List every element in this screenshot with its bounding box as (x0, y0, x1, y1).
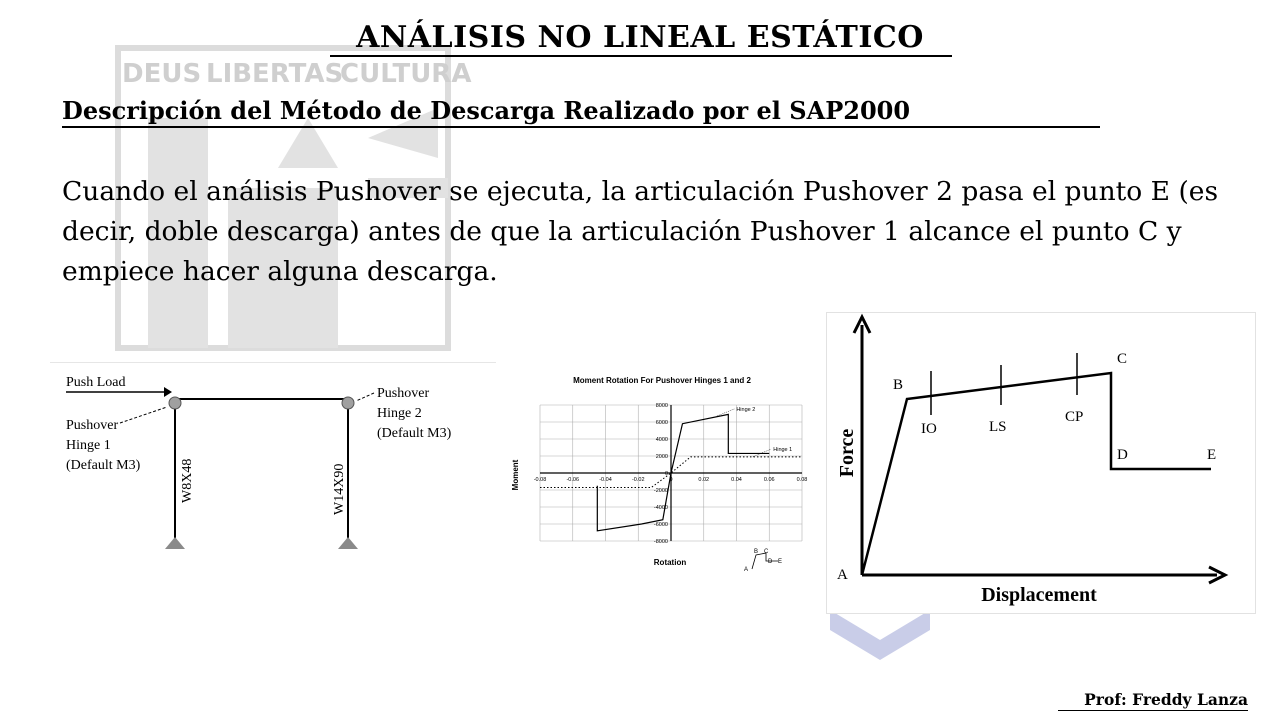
y-tick-label-7: -6000 (653, 522, 668, 528)
y-tick-label-5: -2000 (653, 488, 668, 494)
footer-underline (1058, 710, 1248, 711)
x-tick-label-4: 0 (669, 477, 673, 483)
point-e-label: E (1207, 447, 1217, 463)
point-b-label: B (893, 377, 904, 393)
slide-subtitle: Descripción del Método de Descarga Realizado por el SAP2000 (62, 96, 911, 125)
x-tick-label-8: 0.08 (796, 477, 808, 483)
chart-xlabel: Rotation (653, 558, 687, 567)
force-axis-label: Force (836, 428, 858, 478)
capacity-curve (862, 373, 1211, 575)
displacement-axis-label: Displacement (981, 584, 1097, 606)
hinge-1-label-line3: (Default M3) (66, 458, 141, 473)
hinge-2-leader (356, 393, 374, 401)
series-label-1: Hinge 1 (773, 446, 793, 453)
inset-curve (752, 553, 778, 569)
y-tick-label-4: 0 (664, 471, 668, 477)
inset-label-b: B (754, 549, 759, 555)
seal-motto-3: CULTURA (340, 59, 472, 89)
y-tick-label-3: 2000 (655, 454, 668, 460)
right-support (338, 537, 358, 549)
y-tick-label-0: 8000 (655, 403, 668, 409)
hinge-1-label-line2: Hinge 1 (66, 438, 111, 453)
ls-label: LS (989, 419, 1007, 435)
x-tick-label-1: -0.06 (566, 477, 580, 483)
slide-title: ANÁLISIS NO LINEAL ESTÁTICO (356, 20, 924, 55)
force-displacement-figure (826, 312, 1256, 614)
push-load-arrowhead (164, 387, 172, 397)
hinge-2-label-line3: (Default M3) (377, 426, 452, 441)
point-d-label: D (1117, 447, 1128, 463)
subtitle-underline (62, 126, 1100, 128)
x-tick-label-2: -0.04 (599, 477, 612, 483)
left-support (165, 537, 185, 549)
x-tick-label-7: 0.06 (763, 477, 775, 483)
hinge-2-circle (342, 397, 354, 409)
x-tick-label-6: 0.04 (731, 477, 742, 483)
hinge-1-label-line1: Pushover (66, 418, 119, 433)
title-underline (330, 55, 952, 57)
x-tick-label-3: -0.02 (631, 477, 645, 483)
inset-label-e: E (778, 559, 783, 565)
series-label-0: Hinge 2 (736, 406, 756, 413)
hinge-2-label-line2: Hinge 2 (377, 406, 422, 421)
moment-rotation-chart (500, 365, 826, 581)
cp-label: CP (1065, 409, 1084, 425)
hinge-2-label-line1: Pushover (377, 386, 430, 401)
footer-author: Prof: Freddy Lanza (1084, 690, 1248, 709)
push-load-label: Push Load (66, 375, 126, 390)
inset-label-a: A (744, 567, 749, 573)
hinge-1-circle (169, 397, 181, 409)
y-tick-label-8: -8000 (653, 539, 668, 545)
io-label: IO (921, 421, 937, 437)
x-tick-label-0: -0.08 (533, 477, 547, 483)
pushover-frame-figure (50, 362, 496, 569)
chart-ylabel: Moment (511, 459, 520, 491)
y-tick-label-1: 6000 (655, 420, 668, 426)
right-column-label: W14X90 (332, 463, 347, 515)
chart-legend-inset (744, 549, 782, 573)
slide-body-text: Cuando el análisis Pushover se ejecuta, la articulación Pushover 2 pasa el punto E (es decir, doble descarga) antes de que la articulación Pushover 1 alcance el punto C y empiece hacer alguna descarga. (62, 176, 1219, 287)
y-tick-label-6: -4000 (653, 505, 668, 511)
point-a-label: A (837, 567, 848, 583)
seal-motto-2: LIBERTAS (206, 59, 344, 89)
x-tick-label-5: 0.02 (698, 477, 710, 483)
left-column-label: W8X48 (180, 458, 195, 503)
hinge-1-leader (120, 407, 167, 423)
inset-label-c: C (764, 549, 769, 555)
chart-title: Moment Rotation For Pushover Hinges 1 and 2 (573, 376, 751, 385)
y-tick-label-2: 4000 (655, 437, 668, 443)
seal-motto-1: DEUS (122, 59, 202, 89)
inset-label-d: D (768, 559, 773, 565)
point-c-label: C (1117, 351, 1128, 367)
